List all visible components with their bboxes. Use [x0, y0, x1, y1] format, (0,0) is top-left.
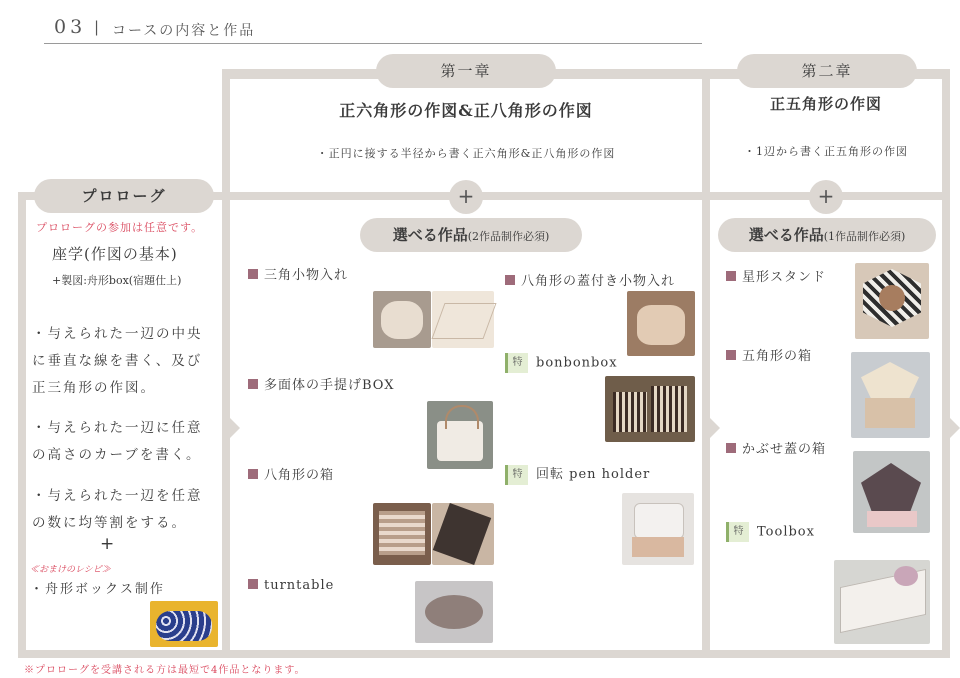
item-label: turntable: [264, 578, 335, 593]
star-stand-photo: [855, 263, 929, 339]
octagon-box-photo: [373, 503, 431, 565]
section-title: コースの内容と作品: [112, 23, 256, 39]
chapter1-works-pill: [360, 218, 582, 252]
square-bullet-icon: [505, 275, 515, 285]
prologue-point-3-line-2: の数に均等割をする。: [32, 515, 187, 531]
handbag-box-photo: [427, 401, 493, 469]
prologue-point-3-line-1: ・与えられた一辺を任意: [32, 488, 203, 504]
square-bullet-icon: [248, 269, 258, 279]
item-label: 八角形の箱: [264, 468, 335, 483]
square-bullet-icon: [726, 271, 736, 281]
plus-icon: +: [449, 180, 483, 214]
item-label: 星形スタンド: [742, 270, 827, 285]
prologue-optional-note: プロローグの参加は任意です。: [36, 221, 204, 234]
list-item: [248, 464, 334, 483]
chapter2-description: ・1辺から書く正五角形の作図: [744, 145, 908, 158]
footnote: ※プロローグを受講される方は最短で4作品となります。: [24, 665, 306, 676]
list-item: [505, 463, 650, 485]
bonus-label: ≪おまけのレシピ≫: [30, 565, 111, 575]
special-badge: 特: [505, 353, 528, 373]
octagon-pattern-photo: [432, 503, 494, 565]
right-outer-line: [942, 69, 950, 658]
bonus-item: ・舟形ボックス制作: [30, 582, 165, 597]
works-note: (2作品制作必須): [467, 230, 550, 243]
chapter1-title: 正六角形の作図&正八角形の作図: [339, 101, 593, 120]
header-separator: |: [94, 18, 100, 36]
list-item: [505, 353, 618, 373]
header-rule: [44, 43, 702, 44]
left-outer-line: [18, 192, 26, 658]
list-item: [505, 270, 675, 289]
chapter2-title: 正五角形の作図: [769, 95, 882, 113]
square-bullet-icon: [726, 443, 736, 453]
chapter2-pill: 第二章: [737, 54, 917, 88]
prologue-subtitle: 座学(作図の基本): [52, 245, 178, 263]
square-bullet-icon: [248, 379, 258, 389]
special-badge: 特: [505, 465, 528, 485]
divider-2: [702, 69, 710, 658]
pen-holder-photo: [622, 493, 694, 565]
list-item: [726, 438, 826, 457]
lidded-box-photo: [853, 451, 930, 533]
arrow-right-icon: [710, 418, 720, 438]
section-number: 03: [54, 16, 87, 38]
works-note: (1作品制作必須): [823, 230, 906, 243]
special-badge: 特: [726, 522, 749, 542]
list-item: [726, 266, 826, 285]
octagon-lidded-case-photo: [627, 291, 695, 356]
list-item: [248, 374, 394, 393]
boat-box-photo: [150, 601, 218, 647]
prologue-pill: プロローグ: [34, 179, 214, 213]
prologue-point-1-line-1: ・与えられた一辺の中央: [32, 326, 203, 342]
triangle-pattern-photo: [432, 291, 494, 348]
list-item: [726, 345, 812, 364]
prologue-point-2-line-1: ・与えられた一辺に任意: [32, 420, 203, 436]
plus-icon: +: [809, 180, 843, 214]
chapter1-pill: 第一章: [376, 54, 556, 88]
turntable-photo: [415, 581, 493, 643]
chapter1-description: ・正円に接する半径から書く正六角形&正八角形の作図: [316, 147, 616, 160]
arrow-right-icon: [230, 418, 240, 438]
prologue-point-2-line-2: の高さのカーブを書く。: [32, 447, 202, 463]
prologue-sub-note: +製図:舟形box(宿題仕上): [52, 274, 182, 287]
plus-icon: +: [100, 534, 115, 554]
prologue-point-1-line-3: 正三角形の作図。: [32, 380, 156, 396]
chapter2-works-pill: [718, 218, 936, 252]
item-label: 回転 pen holder: [536, 467, 651, 482]
list-item: [248, 578, 334, 593]
item-label: かぶせ蓋の箱: [742, 442, 827, 457]
item-label: bonbonbox: [536, 355, 618, 371]
toolbox-photo: [834, 560, 930, 644]
prologue-point-1-line-2: に垂直な線を書く、及び: [32, 353, 203, 369]
item-label: 三角小物入れ: [264, 268, 349, 283]
works-label: 選べる作品: [748, 226, 824, 244]
arrow-right-icon: [950, 418, 960, 438]
bottom-bar: [18, 650, 950, 658]
item-label: 多面体の手提げBOX: [264, 378, 395, 393]
item-label: Toolbox: [757, 524, 815, 540]
list-item: [248, 264, 348, 283]
square-bullet-icon: [726, 350, 736, 360]
works-label: 選べる作品: [392, 226, 468, 244]
triangle-case-photo: [373, 291, 431, 348]
divider-1: [222, 69, 230, 658]
square-bullet-icon: [248, 579, 258, 589]
item-label: 五角形の箱: [742, 349, 813, 364]
pentagon-box-photo: [851, 352, 930, 438]
bonbonbox-photo: [605, 376, 695, 442]
item-label: 八角形の蓋付き小物入れ: [521, 274, 676, 289]
list-item: [726, 522, 815, 542]
square-bullet-icon: [248, 469, 258, 479]
